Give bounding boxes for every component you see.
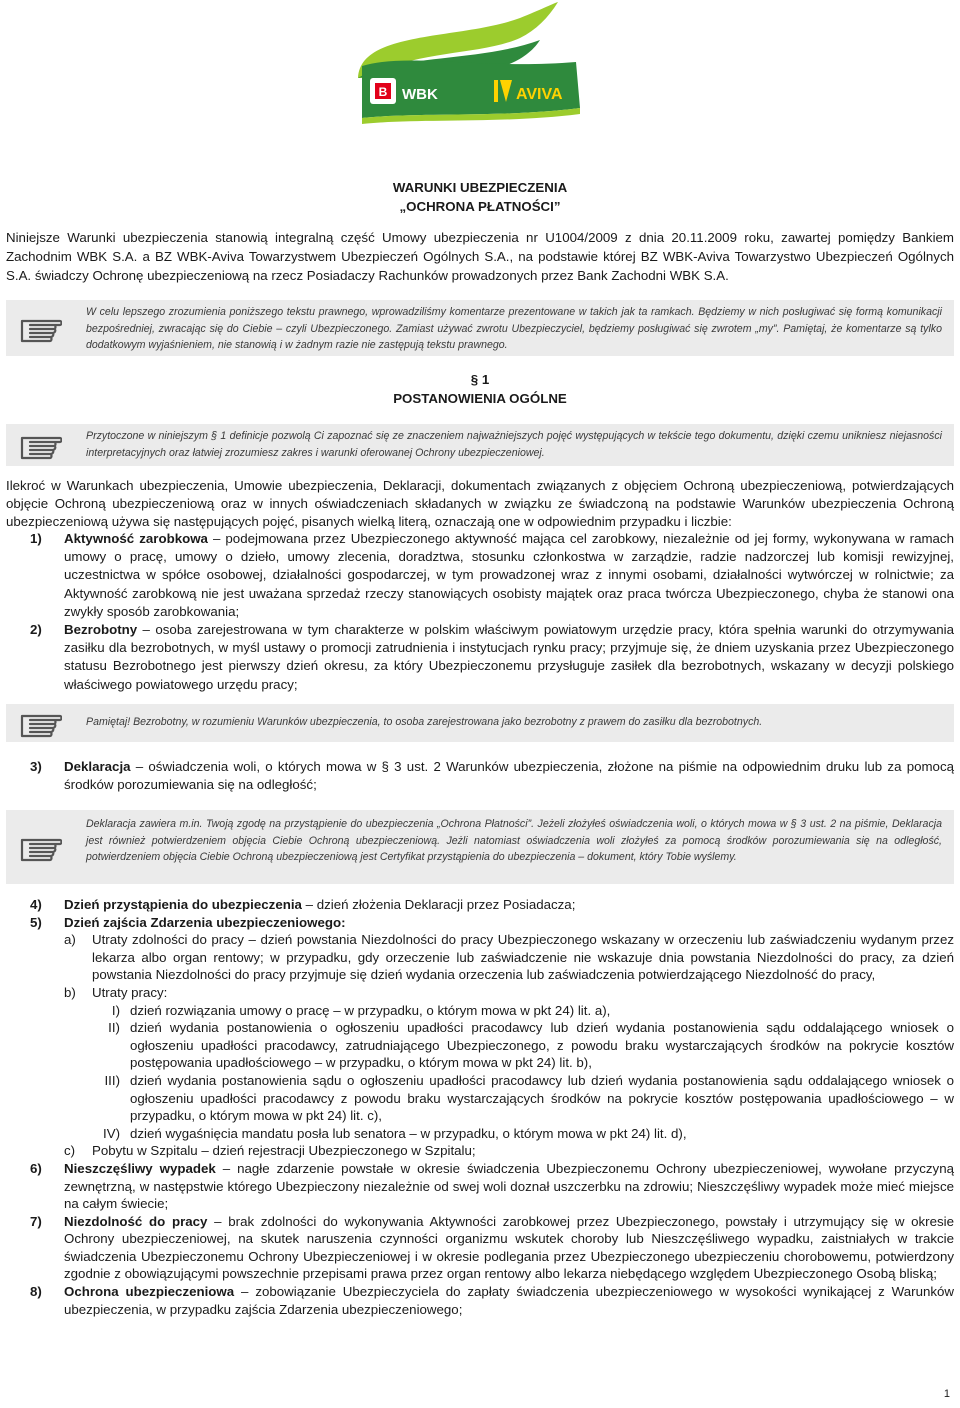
definition-item — [30, 758, 954, 794]
definitions-list-part1 — [30, 530, 954, 694]
intro-paragraph — [6, 228, 954, 285]
general-text: Ilekroć w Warunkach ubezpieczenia, Umowie ubezpieczenia, Deklaracji, dokumentach związanych z objęciem Ochroną ubezpieczeniową, potwierdzających objęcie Ochroną ubezpieczeniową oraz w innych oświadczeniach składanych w związku ze świadczoną na podstawie Warunków ubezpieczenia Ochroną ubezpieczeniową używa się następujących pojęć, pisanych wielką literą, oznaczają one w odpowiednim przypadku i liczbie: — [6, 478, 954, 530]
comment-box-2 — [6, 424, 954, 466]
definition-subitem — [64, 984, 954, 1002]
definition-term: Niezdolność do pracy — [64, 1213, 208, 1229]
definition-item — [30, 530, 954, 621]
subitem-text: Utraty pracy: — [92, 984, 168, 1000]
definition-item — [30, 914, 954, 1160]
definition-roman-item — [64, 1072, 954, 1125]
definition-roman-item — [64, 1125, 954, 1143]
roman-text: dzień wydania postanowienia sądu o ogłoszeniu upadłości pracodawcy lub dzień wydania postanowienia sądu oddalającego wniosek o ogłoszeniu upadłości pracodawcy z powodu braku wystarczających środków na pokrycie kosztów postępowania upadłościowego – w przypadku, o którym mowa w pkt 24) lit. c), — [130, 1072, 954, 1124]
definition-text: – dzień złożenia Deklaracji przez Posiadacza; — [301, 897, 576, 912]
roman-text: dzień wygaśnięcia mandatu posła lub senatora – w przypadku, o którym mowa w pkt 24) lit. d), — [130, 1125, 687, 1141]
logo-wbk-text: WBK — [402, 86, 438, 103]
comment-box-4 — [6, 810, 954, 884]
definition-item — [30, 896, 954, 914]
pointing-hand-icon — [20, 311, 62, 345]
definition-number: 8) — [30, 1284, 42, 1300]
definition-text: – oświadczenia woli, o których mowa w § 3 ust. 2 Warunków ubezpieczenia, złożone na piśmie na odpowiednim druku lub za pomocą środków porozumiewania się na odległość; — [64, 759, 954, 793]
definition-item — [30, 1283, 954, 1318]
subitem-letter: c) — [64, 1143, 76, 1159]
definition-term: Dzień zajścia Zdarzenia ubezpieczeniowego: — [64, 914, 346, 930]
definition-number: 6) — [30, 1160, 42, 1176]
pointing-hand-icon — [20, 428, 62, 462]
definition-subitem — [64, 1142, 954, 1160]
definitions-list-part3 — [30, 896, 954, 1318]
subitem-letter: a) — [64, 932, 76, 948]
bzwbk-aviva-logo — [340, 0, 600, 130]
comment-box-3 — [6, 704, 954, 742]
intro-text: Niniejsze Warunki ubezpieczenia stanowią integralną część Umowy ubezpieczenia nr U1004/2009 z dnia 20.11.2009 roku, zawartej pomiędzy Bankiem Zachodnim WBK S.A. a BZ WBK-Aviva Towarzystwem Ubezpieczeń Ogólnych S.A., na podstawie której BZ WBK-Aviva Towarzystwo Ubezpieczeń Ogólnych S.A. świadczy Ochronę ubezpieczeniową na rzecz Posiadaczy Rachunków prowadzonych przez Bank Zachodni WBK S.A. — [6, 230, 954, 283]
document-title-line1: WARUNKI UBEZPIECZENIA — [392, 180, 568, 195]
definition-roman-item — [64, 1019, 954, 1072]
roman-text: dzień wydania postanowienia o ogłoszeniu upadłości pracodawcy lub dzień wydania postanowienia sądu oddalającego wniosek o ogłoszeniu upadłości pracodawcy, zatrudniającego Ubezpieczonego, z powodu braku wystarczających środków na pokrycie kosztów postępowania upadłościowego – w przypadku, o którym mowa w pkt 24) lit. b), — [130, 1020, 954, 1071]
definition-subitem — [64, 931, 954, 984]
general-paragraph — [6, 477, 954, 532]
section-1-title: POSTANOWIENIA OGÓLNE — [393, 391, 567, 406]
section-1-heading — [0, 370, 960, 408]
subitem-letter: b) — [64, 984, 76, 1000]
definition-text: – podejmowana przez Ubezpieczonego aktywność mająca cel zarobkowy, niezależnie od jej formy, wykonywana w ramach umowy o pracę, umowy o dzieło, umowy zlecenia, doradztwa, stosunku członkostwa w zarządzie, radzie nadzorczej lub komisji rewizyjnej, uczestnictwa w spółce osobowej, działalności gospodarczej, w tym prowadzonej wraz z innymi osobami, działalności wytwórczej w rolnictwie; za Aktywność zarobkową nie jest uważana sprzedaż rzeczy stanowiących osobisty majątek oraz praca twórcza Ubezpieczonego, chyba że stanowi ona zwykły sposób zarobkowania; — [64, 531, 954, 619]
roman-number: I) — [111, 1002, 120, 1018]
roman-number: II) — [108, 1020, 120, 1036]
pointing-hand-icon — [20, 830, 62, 864]
comment-text-4: Deklaracja zawiera m.in. Twoją zgodę na przystąpienie do ubezpieczenia „Ochrona Płatności”. Jeżeli złożyłeś oświadczenia woli, o których mowa w § 3 ust. 2 na piśmie, Deklaracja jest również potwierdzeniem objęcia Ciebie Ochroną ubezpieczeniową. Jeżli natomiast oświadczenia woli złożyłeś za pomocą środków porozumiewania się na odległość, potwierdzeniem objęcia Ciebie Ochroną ubezpieczeniową jest Certyfikat przystąpienia do ubezpieczenia – dokument, który Tobie wyślemy. — [86, 818, 942, 863]
svg-text:B: B — [378, 85, 388, 99]
definition-term: Bezrobotny — [64, 622, 138, 638]
roman-text: dzień rozwiązania umowy o pracę – w przypadku, o którym mowa w pkt 24) lit. a), — [130, 1002, 611, 1018]
definition-term: Ochrona ubezpieczeniowa — [64, 1284, 235, 1300]
definition-term: Dzień przystąpienia do ubezpieczenia — [64, 897, 302, 912]
comment-text-2: Przytoczone w niniejszym § 1 definicje pozwolą Ci zapoznać się ze znaczeniem najważniejszych pojęć występujących w tekście tego dokumentu, dzięki czemu unikniesz niejasności interpretacyjnych oraz łatwiej zrozumiesz zakres i warunki oferowanej Ochrony ubezpieczeniowej. — [86, 430, 942, 459]
definition-term: Deklaracja — [64, 759, 131, 774]
logo-aviva-text: AVIVA — [516, 86, 563, 103]
subitem-text: Utraty zdolności do pracy – dzień powstania Niezdolności do pracy Ubezpieczonego wskazany w orzeczeniu lub zaświadczeniu wydanym przez lekarza albo organ rentowy; w przypadku, gdy orzeczenie lub zaświadczenie nie wskazuje dnia powstania Niezdolności do pracy, za dzień powstania Niezdolności do pracy przyjmuje się dzień wydania orzeczenia lub zaświadczenia potwierdzającego Niezdolność do pracy, — [92, 932, 954, 983]
roman-number: IV) — [103, 1125, 120, 1141]
document-title — [0, 178, 960, 216]
comment-text-3: Pamiętaj! Bezrobotny, w rozumieniu Warunków ubezpieczenia, to osoba zarejestrowana jako bezrobotny z prawem do zasiłku dla bezrobotnych. — [86, 716, 763, 728]
definition-number: 4) — [30, 897, 42, 912]
definition-number: 1) — [30, 531, 42, 546]
definition-item — [30, 1160, 954, 1213]
definition-term: Aktywność zarobkowa — [64, 531, 208, 546]
comment-box-1 — [6, 300, 954, 356]
definitions-list-part2 — [30, 758, 954, 794]
document-title-line2: „OCHRONA PŁATNOŚCI” — [399, 199, 561, 214]
definition-text: – nagłe zdarzenie powstałe w okresie świadczenia Ubezpieczonemu Ochrony ubezpieczeniowej, wywołane przyczyną zewnętrzną, w następstwie którego Ubezpieczony niezależnie od swej woli doznał uszczerbku na zdrowiu; Nieszczęśliwy wypadek może mieć miejsce na całym świecie; — [64, 1160, 954, 1212]
section-1-sign: § 1 — [470, 372, 490, 387]
subitem-text: Pobytu w Szpitalu – dzień rejestracji Ubezpieczonego w Szpitalu; — [92, 1143, 476, 1159]
definition-text: – zobowiązanie Ubezpieczyciela do zapłaty świadczenia ubezpieczeniowego w wysokości wynikającej z Warunków ubezpieczenia, w przypadku zajścia Zdarzenia ubezpieczeniowego; — [64, 1284, 955, 1317]
definition-number: 3) — [30, 759, 42, 774]
definition-item — [30, 621, 954, 694]
definition-number: 2) — [30, 622, 42, 638]
definition-text: – osoba zarejestrowana w tym charakterze w polskim właściwym powiatowym urzędzie pracy, która spełnia warunki do otrzymywania zasiłku dla bezrobotnych, w myśl ustawy o promocji zatrudnienia i instytucjach rynku pracy; przyjmuje się, że dniem uzyskania przez Ubezpieczonego statusu Bezrobotnego jest pierwszy dzień okresu, za który Ubezpieczonemu przysługuje zasiłek dla bezrobotnych, wskazany w decyzji polskiego właściwego powiatowego urzędu pracy; — [64, 622, 954, 692]
definition-item — [30, 1213, 954, 1283]
pointing-hand-icon — [20, 706, 62, 740]
definition-roman-item — [64, 1002, 954, 1020]
definition-number: 5) — [30, 914, 42, 930]
definition-term: Nieszczęśliwy wypadek — [64, 1160, 216, 1176]
definition-number: 7) — [30, 1213, 42, 1229]
definition-text: – brak zdolności do wykonywania Aktywności zarobkowej przez Ubezpieczonego, powstały i utrzymujący się w okresie Ochrony ubezpieczeniowej, na skutek naruszenia czynności organizmu wskutek choroby lub Nieszczęśliwego wypadku, zaistniałych w trakcie świadczenia Ubezpieczonemu Ochrony Ubezpieczeniowej i w okresie podlegania przez Ubezpieczonego ubezpieczeniu chorobowemu, potwierdzony zgodnie z obowiązującymi powszechnie przepisami prawa przez organ rentowy albo lekarza niebędącego względem Ubezpieczonego Osobą bliską; — [64, 1213, 955, 1282]
page-number: 1 — [943, 1388, 950, 1400]
roman-number: III) — [104, 1072, 120, 1088]
comment-text-1: W celu lepszego zrozumienia poniższego tekstu prawnego, wprowadziliśmy komentarze prezentowane w takich jak ta ramkach. Będziemy w nich posługiwać się formą komunikacji bezpośredniej, zwracając się do Ciebie – czyli Ubezpieczonego. Zamiast używać zwrotu Ubezpieczyciel, będziemy posługiwać się zwrotem „my”. Pamiętaj, że komentarze są tylko dodatkowym wyjaśnieniem, nie stanowią i w żadnym razie nie zastępują tekstu prawnego. — [86, 306, 942, 351]
